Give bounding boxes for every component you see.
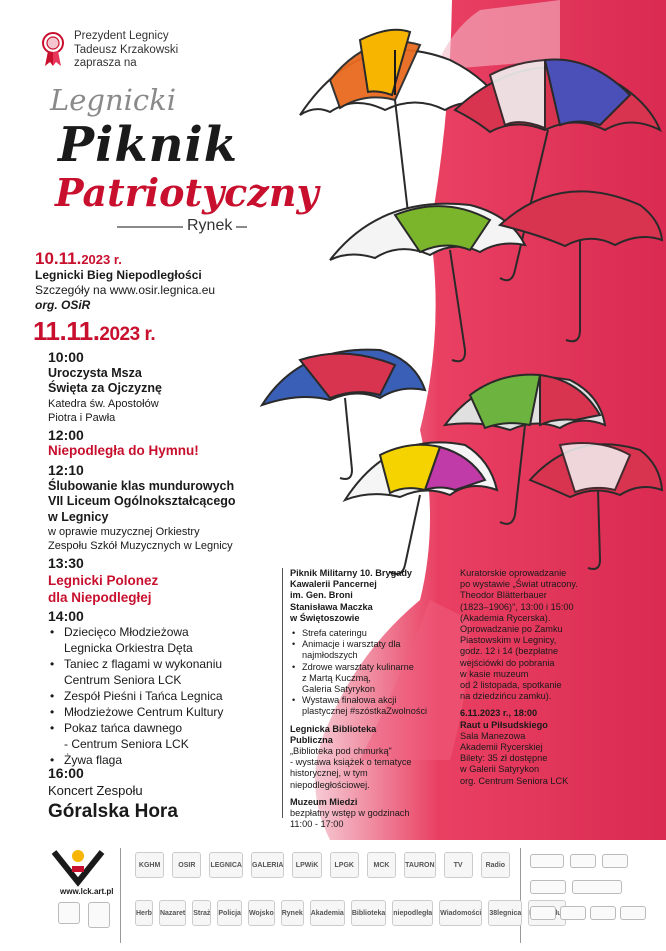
day1-date: 10.11.2023 r. <box>35 249 122 268</box>
library-text: - wystawa książek o tematyce <box>290 757 412 768</box>
partner-logo: Policja <box>217 900 242 926</box>
list-item: • Dziecięco Młodzieżowa <box>48 624 288 640</box>
event-title: VII Liceum Ogólnokształcącego <box>48 494 236 508</box>
program-1210 <box>48 463 318 553</box>
sponsor-logo <box>570 854 596 868</box>
program-1600 <box>48 765 308 825</box>
museum-info: (Akademia Rycerska). <box>460 612 551 623</box>
partner-logo: OSIR <box>172 852 201 878</box>
program-list <box>48 624 288 768</box>
event-sub: Piotra i Pawła <box>48 411 116 424</box>
museum-text: 11:00 - 17:00 <box>290 819 344 830</box>
museum-heading: Muzeum Miedzi <box>290 796 358 807</box>
program-1400 <box>48 608 288 768</box>
organizer-line: zaprasza na <box>74 57 137 69</box>
partner-logo: Akademia <box>310 900 345 926</box>
column-divider <box>282 568 283 818</box>
logos-row-2 <box>135 898 566 928</box>
day1-event: Legnicki Bieg Niepodległości <box>35 268 202 282</box>
title-legnicki: Legnicki <box>50 83 177 117</box>
raut-date: 6.11.2023 r., 18:00 <box>460 708 538 719</box>
event-title: Ślubowanie klas mundurowych <box>48 478 235 493</box>
list-item: • Zdrowe warsztaty kulinarne <box>290 662 450 673</box>
partner-logo: niepodległa <box>392 900 433 926</box>
sponsor-logo <box>560 906 586 920</box>
program-1200 <box>48 427 308 459</box>
partner-logo: LPGK <box>330 852 359 878</box>
partner-logo: Wojsko <box>248 900 275 926</box>
list-item: • Zespół Pieśni i Tańca Legnica <box>48 688 288 704</box>
sponsor-logo <box>590 906 616 920</box>
list-item-cont: Legnicka Orkiestra Dęta <box>64 641 193 655</box>
partner-logo: LPWiK <box>292 852 321 878</box>
list-item-cont: plastycznej #szóstkaZwolności <box>302 706 428 717</box>
event-title: dla Niepodległej <box>48 590 152 605</box>
partner-logo: Radio <box>481 852 510 878</box>
museum-info: Piastowskim w Legnicy, <box>460 635 557 646</box>
program-1330 <box>48 555 308 606</box>
event-headline: Góralska Hora <box>48 801 178 822</box>
day2-date: 11.11.2023 r. <box>33 316 156 346</box>
museum-info: od 2 listopada, spotkanie <box>460 680 562 691</box>
right-column <box>460 568 635 787</box>
museum-info: Oprowadzanie po Zamku <box>460 624 563 635</box>
organizer-block <box>74 30 178 71</box>
partner-logo: Plus <box>528 900 566 926</box>
museum-info: godz. 12 i 14 (bezpłatne <box>460 646 559 657</box>
list-item: • Strefa cateringu <box>290 628 450 639</box>
raut-info: Bilety: 35 zł dostępne <box>460 753 548 764</box>
rosette-icon <box>40 32 66 68</box>
military-heading: im. Gen. Broni <box>290 590 353 601</box>
day1-details: Szczegóły na www.osir.legnica.eu <box>35 283 216 297</box>
list-item: • Pokaz tańca dawnego <box>48 720 288 736</box>
partner-logo <box>58 902 80 924</box>
event-title: w Legnicy <box>48 509 109 524</box>
event-title: Legnicki Polonez <box>48 573 159 588</box>
footer-divider <box>520 848 521 943</box>
museum-info: na dziedzińcu zamku). <box>460 691 552 702</box>
event-title: Święta za Ojczyznę <box>48 381 162 395</box>
program-1000 <box>48 350 308 425</box>
list-item-cont: - Centrum Seniora LCK <box>64 737 189 751</box>
day1-org: org. OSiR <box>35 298 91 312</box>
partner-logo: KGHM <box>135 852 164 878</box>
partner-logo: Wiadomości <box>439 900 482 926</box>
event-sub: Katedra św. Apostołów <box>48 397 159 410</box>
event-title: Niepodległa do Hymnu! <box>48 443 199 458</box>
library-heading: Legnicka Biblioteka <box>290 723 377 734</box>
raut-info: Sala Manezowa <box>460 730 526 741</box>
museum-info: po wystawie „Świat utracony. <box>460 579 578 590</box>
partner-logo <box>88 902 110 928</box>
list-item-cont: Centrum Seniora LCK <box>64 673 182 687</box>
partner-logo: LEGNICA <box>209 852 243 878</box>
military-heading: Kawalerii Pancernej <box>290 579 377 590</box>
sponsor-logo <box>530 880 566 894</box>
raut-info: w Galerii Satyrykon <box>460 764 540 775</box>
military-heading: Piknik Militarny 10. Brygady <box>290 568 413 578</box>
event-sub: Zespołu Szkół Muzycznych w Legnicy <box>48 540 233 552</box>
partner-logo: GALERIA <box>251 852 285 878</box>
library-text: historycznej, w tym <box>290 768 368 779</box>
partner-logo: TV <box>444 852 473 878</box>
partner-logo: Nazaret <box>159 900 186 926</box>
time-label: 12:10 <box>48 462 84 478</box>
list-item: • Wystawa finałowa akcji <box>290 695 450 706</box>
time-label: 10:00 <box>48 349 84 365</box>
sponsor-logo <box>572 880 622 894</box>
partner-logo: Rynek <box>281 900 304 926</box>
organizer-line: Prezydent Legnicy <box>74 30 169 42</box>
library-text: niepodległościowej. <box>290 779 370 790</box>
raut-title: Raut u Piłsudskiego <box>460 719 548 730</box>
sponsor-logo <box>530 906 556 920</box>
list-item-cont: Galeria Satyrykon <box>302 684 376 695</box>
title-patriotyczny: Patriotyczny <box>55 170 319 215</box>
museum-info: (1823–1906)", 13:00 i 15:00 <box>460 601 574 612</box>
list-item: • Żywa flaga <box>48 752 288 768</box>
footer <box>0 840 666 951</box>
raut-info: org. Centrum Seniora LCK <box>460 775 569 786</box>
sponsor-logo <box>602 854 628 868</box>
library-text: „Biblioteka pod chmurką" <box>290 746 392 757</box>
list-item-cont: z Martą Kuczmą, <box>302 672 371 683</box>
museum-text: bezpłatny wstęp w godzinach <box>290 808 410 819</box>
military-heading: Stanisława Maczka <box>290 601 373 612</box>
title-piknik: Piknik <box>58 117 238 173</box>
organizer-line: Tadeusz Krzakowski <box>74 43 179 56</box>
time-label: 13:30 <box>48 555 84 571</box>
lck-url: www.lck.art.pl <box>60 887 114 896</box>
partner-logo: 38legnica <box>488 900 522 926</box>
event-title: Uroczysta Msza <box>48 365 142 380</box>
military-heading: w Świętoszowie <box>290 612 360 623</box>
partner-logo: Biblioteka <box>351 900 386 926</box>
list-item: • Animacje i warsztaty dla <box>290 639 450 650</box>
museum-info: Kuratorskie oprowadzanie <box>460 568 567 578</box>
sponsor-logo <box>530 854 564 868</box>
footer-divider <box>120 848 121 943</box>
sponsor-logo <box>620 906 646 920</box>
partner-logo: MCK <box>367 852 396 878</box>
museum-info: wejściówki do pobrania <box>460 657 555 668</box>
time-label: 16:00 <box>48 765 84 781</box>
time-label: 14:00 <box>48 608 84 624</box>
list-item: • Taniec z flagami w wykonaniu <box>48 656 288 672</box>
raut-info: Akademii Rycerskiej <box>460 742 543 753</box>
venue-label: Rynek <box>183 217 236 235</box>
library-heading: Publiczna <box>290 734 333 745</box>
list-item-cont: najmłodszych <box>302 650 358 661</box>
military-list <box>290 628 450 718</box>
day1-block <box>35 268 215 313</box>
museum-info: w kasie muzeum <box>460 668 529 679</box>
partner-logo: Straż <box>192 900 211 926</box>
logos-row-1 <box>135 850 510 880</box>
list-item: • Młodzieżowe Centrum Kultury <box>48 704 288 720</box>
event-sub: w oprawie muzycznej Orkiestry <box>48 526 200 538</box>
middle-column <box>290 568 450 830</box>
partner-logo: Herb <box>135 900 153 926</box>
partner-logo: TAURON <box>404 852 435 878</box>
museum-info: Theodor Blätterbauer <box>460 590 547 601</box>
event-title: Koncert Zespołu <box>48 783 143 798</box>
time-label: 12:00 <box>48 427 84 443</box>
lck-logo-icon <box>50 846 106 886</box>
